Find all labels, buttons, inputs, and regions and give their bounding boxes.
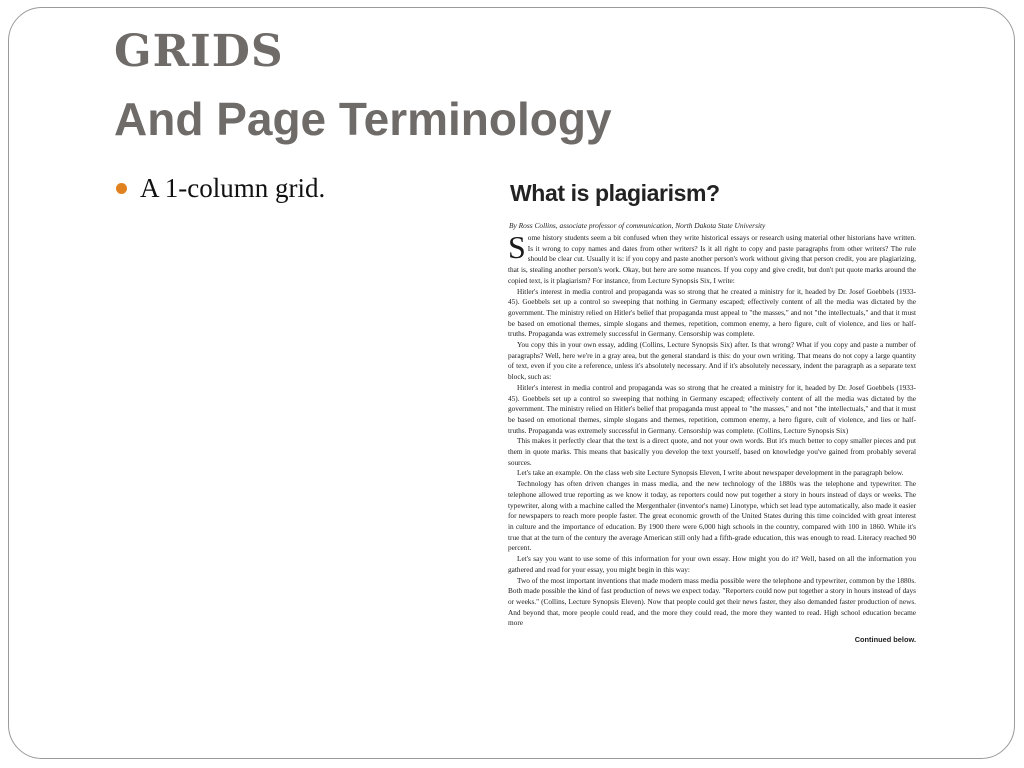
article-paragraph: Hitler's interest in media control and propaganda was so strong that he created a ministry for it, headed by Dr. Josef Goebbels (1933-45). Goebbels set up a control so sweeping that nothing in Germany escaped; effectively content of all the media was dictated by the government. The ministry relied on Hitler's belief that propaganda must appeal to "the masses," and not "the intellectuals," and that it must be based on emotional themes, simple slogans and themes, repetition, common enemy, a hero figure, cult of violence, and lies or half-truths. Propaganda was extremely successful in Germany. Censorship was complete. <box>508 286 916 339</box>
article-paragraph: Let's say you want to use some of this information for your own essay. How might you do it? Well, based on all the information you gathered and read for your essay, you might begin in this way: <box>508 554 916 574</box>
drop-cap: S <box>508 229 526 265</box>
slide-subtitle: And Page Terminology <box>114 93 612 145</box>
article-paragraph: This makes it perfectly clear that the text is a direct quote, and not your own words. But it's much better to copy smaller pieces and put them in quote marks. This means that basically you develop the text yourself, based on knowledge you've gained from probably several sources. <box>508 436 916 467</box>
article-byline: By Ross Collins, associate professor of communication, North Dakota State University <box>509 221 766 230</box>
article-paragraph: Let's take an example. On the class web site Lecture Synopsis Eleven, I write about newspaper development in the paragraph below. <box>517 468 904 478</box>
article-title: What is plagiarism? <box>510 180 720 206</box>
article-body <box>508 229 916 629</box>
slide-title: GRIDS <box>114 26 284 77</box>
article-paragraph: Some history students seem a bit confused when they write historical essays or research using material other historians have written. Is it wrong to copy names and dates from other writers? Is it all right to copy and paste paragraphs from other writers? The rule should be clear cut. Usually it is: if you copy and paste another person's work without giving that person credit, you are plagiarizing, that is, stealing another person's work. Okay, but here are some nuances. If you copy and give credit, but don't put quote marks around the copied text, is it plagiarism? For instance, from Lecture Synopsis Six, I write: <box>508 229 916 285</box>
article-paragraph: Technology has often driven changes in mass media, and the new technology of the 1880s was the telephone and typewriter. The telephone allowed true reporting as we know it today, as reporters could now put together a story in hours instead of days or weeks. The typewriter, along with a machine called the Mergenthaler (inventor's name) Linotype, which set lead type automatically, also made it easier for newspapers to reach more people faster. The great economic growth of the United States during this time coincided with great interest in culture and the importance of education. By 1900 there were 6,000 high schools in the country, compared with 100 in 1860. While it's true that at the turn of the century the average American still only had a fifth-grade education, this was enough to read. Literacy reached 90 percent. <box>508 479 916 553</box>
bullet-text: A 1-column grid. <box>140 173 326 203</box>
article-paragraph: You copy this in your own essay, adding (Collins, Lecture Synopsis Six) after. Is that wrong? What if you copy and paste a number of paragraphs? Well, here we're in a gray area, but the general standard is this: do your own writing. That means do not copy a large quantity of text, even if you cite a reference, unless it's absolutely necessary. And if it's absolutely necessary, indent the paragraph as a separate text block, such as: <box>508 340 916 382</box>
continued-note: Continued below. <box>854 635 916 645</box>
bullet-dot-icon <box>116 183 127 194</box>
article-paragraph: Hitler's interest in media control and propaganda was so strong that he created a ministry for it, headed by Dr. Josef Goebbels (1933-45). Goebbels set up a control so sweeping that nothing in Germany escaped; effectively content of all the media was dictated by the government. The ministry relied on Hitler's belief that propaganda must appeal to "the masses," and not "the intellectuals," and that it must be based on emotional themes, simple slogans and themes, repetition, common enemy, a hero figure, cult of violence, and lies or half-truths. Propaganda was extremely successful in Germany. Censorship was complete. (Collins, Lecture Synopsis Six) <box>508 382 916 435</box>
bullet-item <box>116 173 325 204</box>
article-paragraph: Two of the most important inventions that made modern mass media possible were the telephone and typewriter, common by the 1880s. Both made possible the kind of fast production of news we expect today. "Reporters could now put together a story in hours instead of days or weeks." (Collins, Lecture Synopsis Eleven). Now that people could get their news faster, they also demanded faster production of news. And beyond that, more people could read, and the more they could read, the more they wanted to read. High school education became more <box>508 575 916 628</box>
article-image <box>508 180 916 644</box>
